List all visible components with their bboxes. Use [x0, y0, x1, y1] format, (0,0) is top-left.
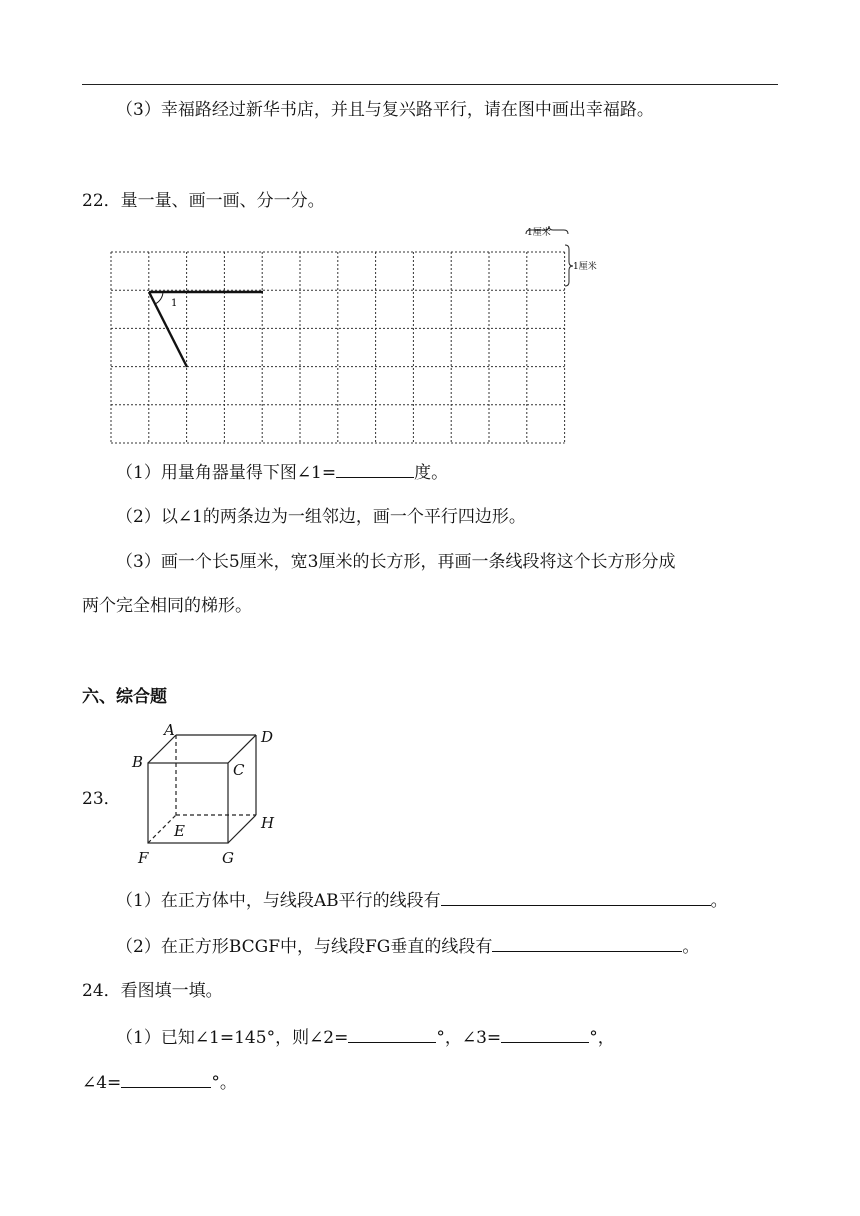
section6-title: 六、综合题 [82, 687, 167, 707]
q24-part1-text-d: ∠4= [82, 1073, 122, 1093]
cube-label-d: D [261, 728, 274, 746]
q23-part2-text: （2）在正方形BCGF中，与线段FG垂直的线段有 [116, 937, 493, 957]
angle-label: 1 [171, 298, 178, 309]
q22-title: 22．量一量、画一画、分一分。 [82, 191, 325, 211]
q24-part1-text-b: °，∠3= [436, 1028, 502, 1048]
cube-label-g: G [222, 849, 234, 867]
q23-part2-answer-blank[interactable] [492, 933, 682, 952]
q24-part1-line2 [82, 1069, 237, 1095]
q22-part1 [116, 459, 448, 485]
q24-title: 24．看图填一填。 [82, 981, 223, 1001]
grid-label-width: 1厘米 [527, 228, 551, 238]
q23-cube-figure [128, 720, 288, 870]
q24-part1-text-a: （1）已知∠1=145°，则∠2= [116, 1028, 349, 1048]
cube-label-a: A [164, 721, 175, 739]
q23-part1-answer-blank[interactable] [441, 887, 711, 906]
q24-angle2-blank[interactable] [348, 1024, 436, 1043]
q23-part2 [116, 933, 699, 959]
q23-part1-text: （1）在正方体中，与线段AB平行的线段有 [116, 891, 441, 911]
q22-part3-line1: （3）画一个长5厘米，宽3厘米的长方形，再画一条线段将这个长方形分成 [116, 552, 676, 572]
q22-part3-line2: 两个完全相同的梯形。 [82, 596, 252, 616]
q24-angle3-blank[interactable] [501, 1024, 589, 1043]
q24-part1-line1 [116, 1024, 615, 1050]
q22-part1-answer-blank[interactable] [336, 459, 414, 478]
angle-arc [155, 292, 163, 304]
q24-angle4-blank[interactable] [121, 1069, 211, 1088]
q24-part1-text-c: °， [589, 1028, 615, 1048]
q23-part1 [116, 887, 728, 913]
cube-label-b: B [132, 753, 144, 771]
q23-number: 23． [82, 789, 121, 809]
q23-part1-end: 。 [710, 891, 728, 911]
header-rule [82, 84, 778, 85]
grid-label-height: 1厘米 [573, 262, 597, 272]
cube-label-f: F [138, 849, 149, 867]
q22-part1-text: （1）用量角器量得下图∠1= [116, 463, 337, 483]
q22-part1-unit: 度。 [414, 463, 449, 483]
q23-part2-end: 。 [682, 937, 700, 957]
angle-ray-slanted [149, 292, 187, 367]
q21-part3-text: （3）幸福路经过新华书店，并且与复兴路平行，请在图中画出幸福路。 [116, 100, 654, 120]
cube-label-h: H [261, 814, 275, 832]
q22-part2: （2）以∠1的两条边为一组邻边，画一个平行四边形。 [116, 507, 526, 527]
height-bracket [565, 245, 573, 286]
cube-label-e: E [174, 822, 185, 840]
q22-grid-figure [105, 222, 615, 448]
cube-label-c: C [233, 761, 245, 779]
q24-part1-text-e: °。 [211, 1073, 237, 1093]
